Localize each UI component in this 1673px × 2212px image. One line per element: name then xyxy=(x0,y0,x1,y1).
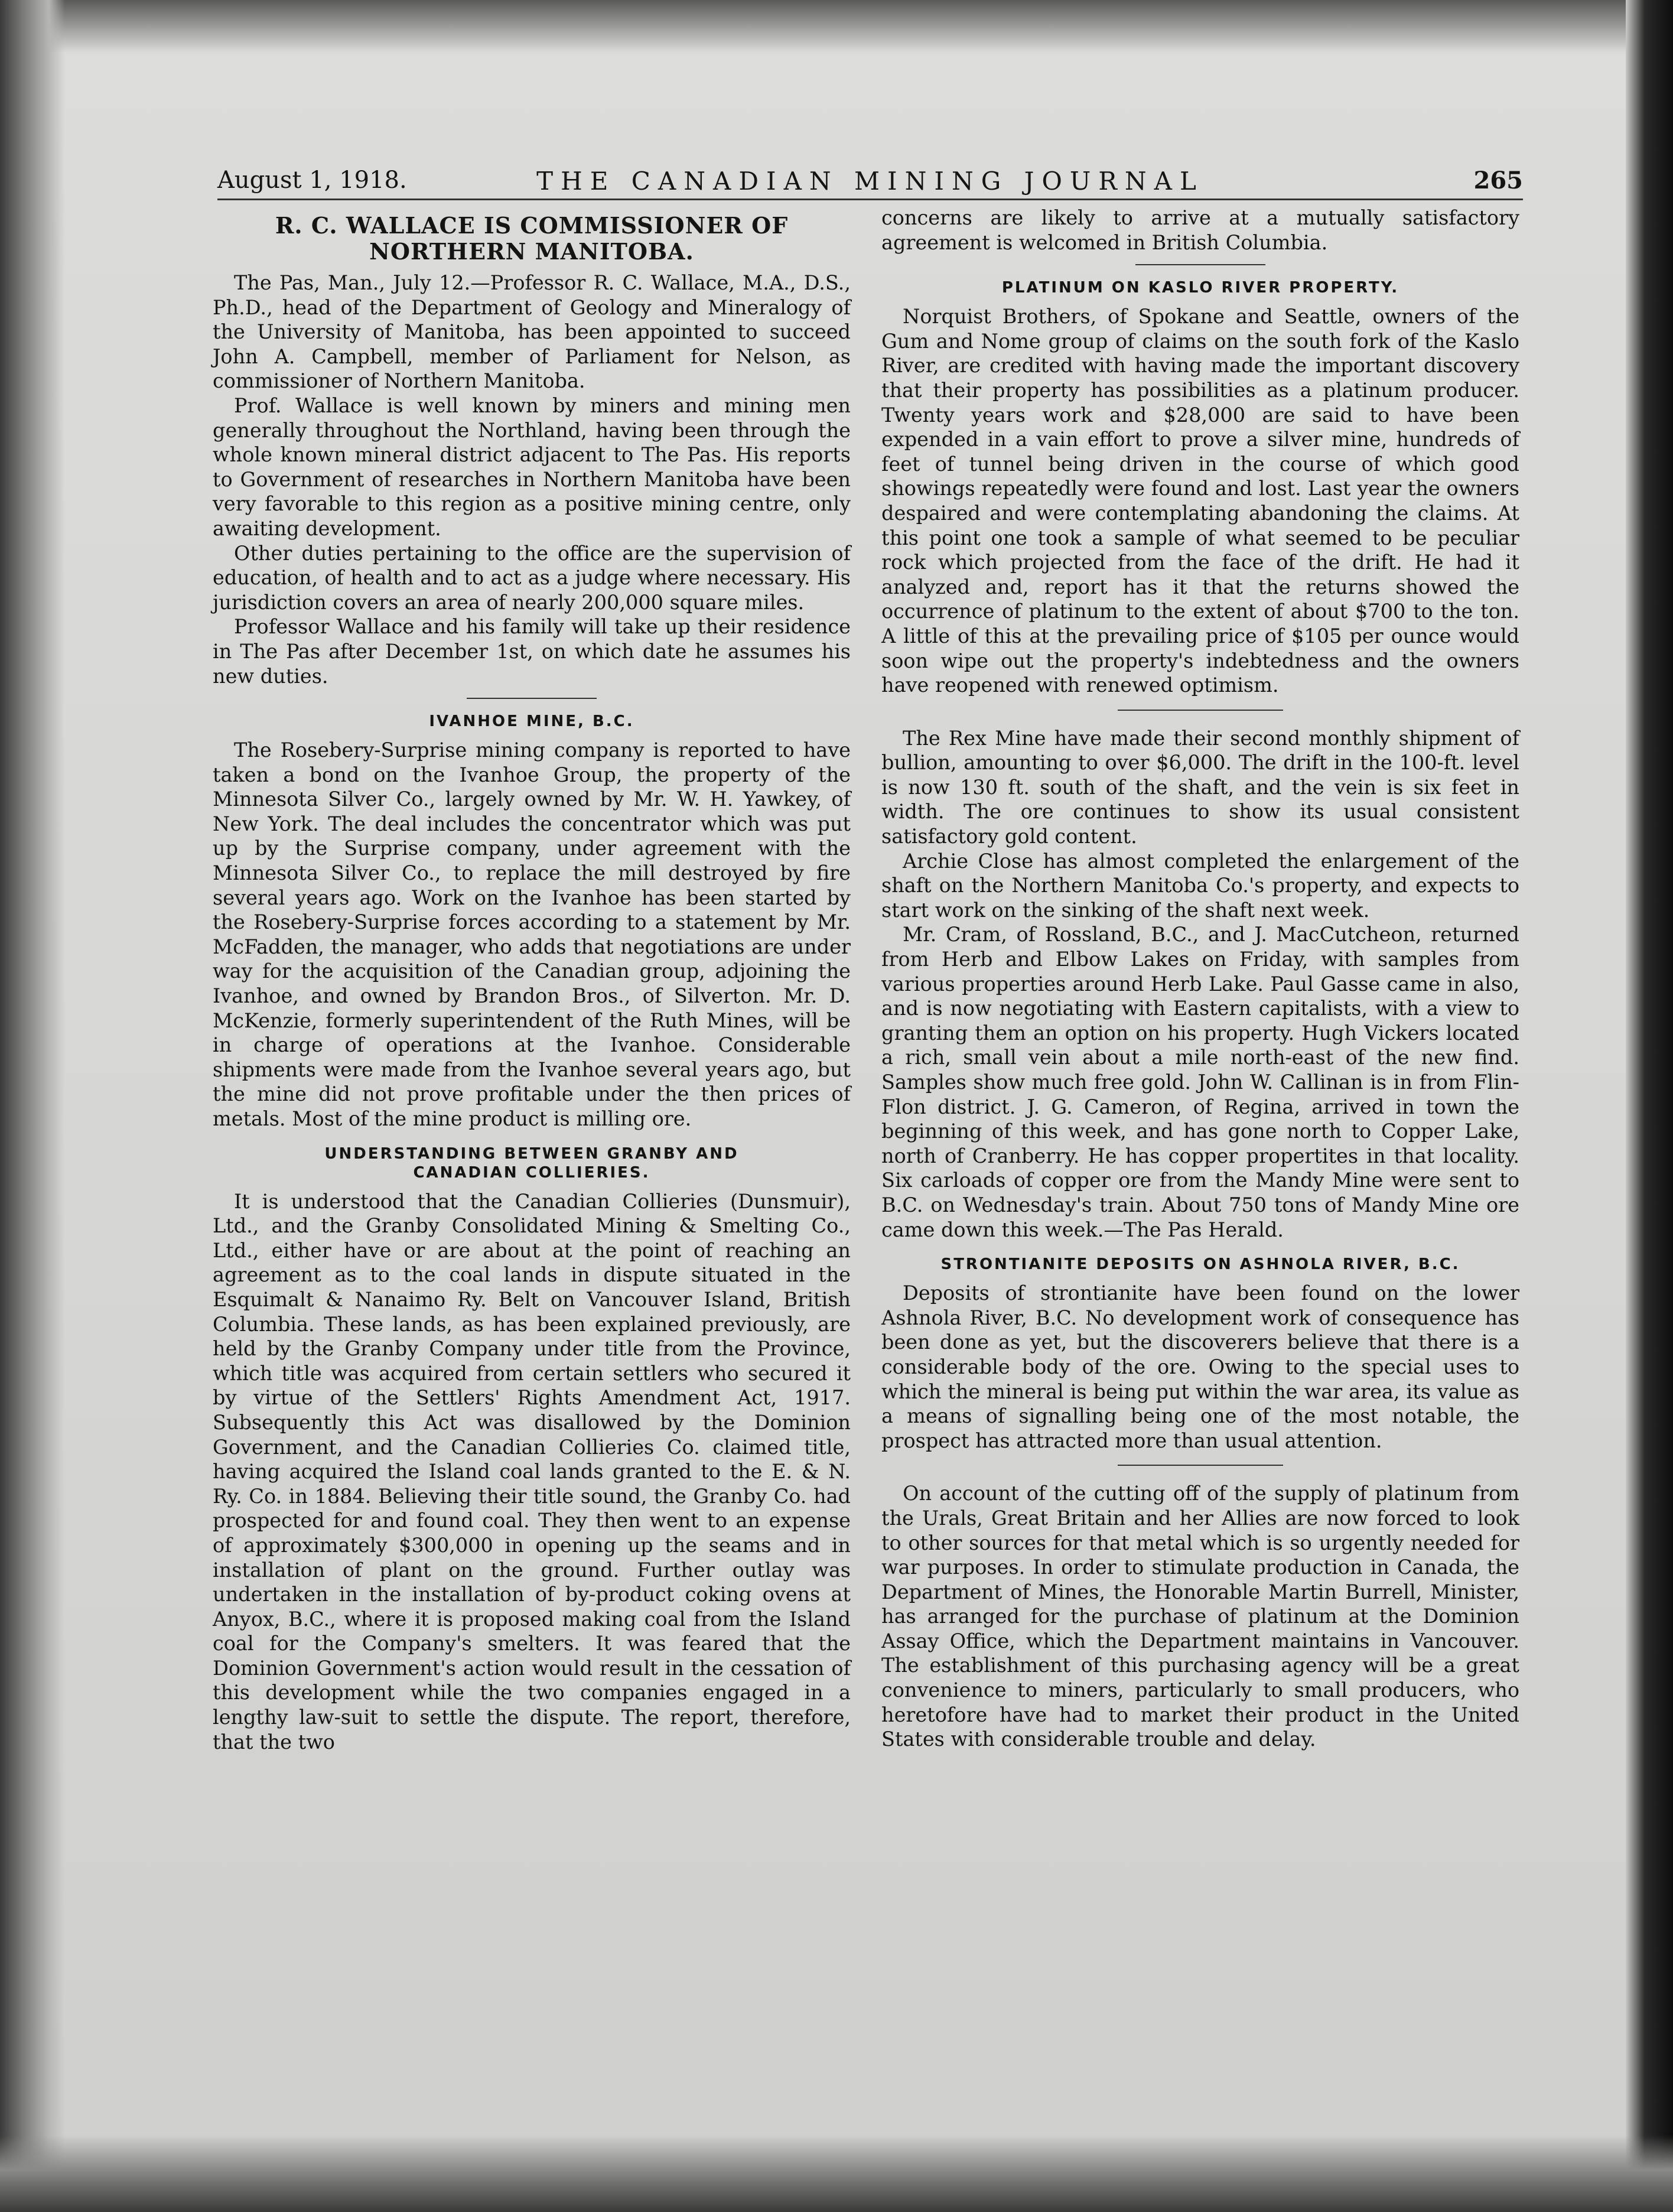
right-column xyxy=(881,206,1519,2143)
granby-headline xyxy=(213,1144,851,1182)
wallace-headline xyxy=(213,213,851,265)
left-column xyxy=(213,206,851,2143)
wallace-paragraph-1: The Pas, Man., July 12.—Professor R. C. Wallace, M.A., D.S., Ph.D., head of the Department of Geology and Mineralogy of the University of Manitoba, has been appointed to succeed John A. Campbell, member of Parliament for Nelson, as commissioner of Northern Manitoba. xyxy=(213,271,851,393)
wallace-headline-line2: NORTHERN MANITOBA. xyxy=(369,238,694,265)
ivanhoe-paragraph-1: The Rosebery-Surprise mining company is reported to have taken a bond on the Ivanhoe Group, the property of the Minnesota Silver Co., largely owned by Mr. W. H. Yawkey, of New York. The deal includes the concentrator which was put up by the Surprise company, under agreement with the Minnesota Silver Co., to replace the mill destroyed by fire several years ago. Work on the Ivanhoe has been started by the Rosebery-Surprise forces according to a statement by Mr. McFadden, the manager, who adds that negotiations are under way for the acquisition of the Canadian group, adjoining the Ivanhoe, and owned by Brandon Bros., of Silverton. Mr. D. McKenzie, formerly superintendent of the Ruth Mines, will be in charge of operations at the Ivanhoe. Considerable shipments were made from the Ivanhoe several years ago, but the mine did not prove profitable under the then prices of metals. Most of the mine product is milling ore. xyxy=(213,739,851,1130)
granby-paragraph-1: It is understood that the Canadian Collieries (Dunsmuir), Ltd., and the Granby Consolidated Mining & Smelting Co., Ltd., either have or are about at the point of reaching an agreement as to the coal lands in dispute situated in the Esquimalt & Nanaimo Ry. Belt on Vancouver Island, British Columbia. These lands, as has been explained previously, are held by the Granby Company under title from the Province, which title was acquired from certain settlers who secured it by virtue of the Settlers' Rights Amendment Act, 1917. Subsequently this Act was disallowed by the Dominion Government, and the Canadian Collieries Co. claimed title, having acquired the Island coal lands granted to the E. & N. Ry. Co. in 1884. Believing their title sound, the Granby Co. had prospected for and found coal. They then went to an expense of approximately $300,000 in opening up the seams and in installation of plant on the ground. Further outlay was undertaken in the installation of by-product coking ovens at Anyox, B.C., where it is proposed making coal from the Island coal for the Company's smelters. It was feared that the Dominion Government's action would result in the cessation of this development while the two companies engaged in a lengthy law-suit to settle the dispute. The report, therefore, that the two xyxy=(213,1189,851,1754)
strontianite-headline: STRONTIANITE DEPOSITS ON ASHNOLA RIVER, B.C. xyxy=(940,1255,1460,1274)
running-header xyxy=(217,167,1523,196)
strontianite-paragraph-1: Deposits of strontianite have been found on the lower Ashnola River, B.C. No development work of consequence has been done as yet, but the discoverers believe that there is a considerable body of the ore. Owing to the special uses to which the mineral is being put within the war area, its value as a means of signalling being one of the most notable, the prospect has attracted more than usual attention. xyxy=(881,1281,1519,1452)
manitoba-notes-paragraph-2: Archie Close has almost completed the enlargement of the shaft on the Northern Manitoba Co.'s property, and expects to start work on the sinking of the shaft next week. xyxy=(881,849,1519,922)
granby-headline-line2: CANADIAN COLLIERIES. xyxy=(413,1163,650,1182)
section-divider xyxy=(467,698,597,699)
platinum-paragraph-1: Norquist Brothers, of Spokane and Seattle, owners of the Gum and Nome group of claims on the south fork of the Kaslo River, are credited with having made the important discovery that their property has possibilities as a platinum producer. Twenty years work and $28,000 are said to have been expended in a vain effort to prove a silver mine, hundreds of feet of tunnel being driven in the course of which good showings repeatedly were found and lost. Last year the owners despaired and were contemplating abandoning the claims. At this point one took a sample of what seemed to be peculiar rock which projected from the face of the drift. He had it analyzed and, report has it that the returns showed the occurrence of platinum to the extent of about $700 to the ton. A little of this at the prevailing price of $105 per ounce would soon wipe out the property's indebtedness and the owners have reopened with renewed optimism. xyxy=(881,305,1519,697)
wallace-paragraph-2: Prof. Wallace is well known by miners and mining men generally throughout the Northland, having been through the whole known mineral district adjacent to The Pas. His reports to Government of researches in Northern Manitoba have been very favorable to this region as a positive mining centre, only awaiting development. xyxy=(213,393,851,540)
platinum-headline: PLATINUM ON KASLO RIVER PROPERTY. xyxy=(1001,279,1399,297)
scan-left-shadow xyxy=(0,0,65,2212)
granby-continuation: concerns are likely to arrive at a mutually satisfactory agreement is welcomed in British Columbia. xyxy=(881,206,1519,254)
scan-right-edge xyxy=(1626,0,1673,2212)
manitoba-notes-paragraph-3: Mr. Cram, of Rossland, B.C., and J. MacCutcheon, returned from Herb and Elbow Lakes on Friday, with samples from various properties around Herb Lake. Paul Gasse came in also, and is now negotiating with Eastern capitalists, with a view to granting them an option on his property. Hugh Vickers located a rich, small vein about a mile north-east of the new find. Samples show much free gold. John W. Callinan is in from Flin-Flon district. J. G. Cameron, of Regina, arrived in town the beginning of this week, and has gone north to Copper Lake, north of Cranberry. He has copper propertites in that locality. Six carloads of copper ore from the Mandy Mine were sent to B.C. on Wednesday's train. About 750 tons of Mandy Mine ore came down this week.—The Pas Herald. xyxy=(881,923,1519,1241)
section-divider xyxy=(1135,264,1265,265)
scan-bottom-edge xyxy=(0,2135,1673,2212)
header-page-number: 265 xyxy=(1473,167,1523,194)
header-date: August 1, 1918. xyxy=(217,167,407,194)
section-divider xyxy=(1118,710,1283,711)
header-rule xyxy=(217,199,1523,200)
manitoba-notes-paragraph-1: The Rex Mine have made their second monthly shipment of bullion, amounting to over $6,000. The drift in the 100-ft. level is now 130 ft. south of the shaft, and the vein is six feet in width. The ore continues to show its usual consistent satisfactory gold content. xyxy=(881,726,1519,848)
section-divider xyxy=(1118,1465,1283,1466)
ivanhoe-headline: IVANHOE MINE, B.C. xyxy=(429,713,634,731)
header-journal-title: THE CANADIAN MINING JOURNAL xyxy=(536,167,1204,196)
scan-top-edge xyxy=(0,0,1673,53)
wallace-paragraph-4: Professor Wallace and his family will take up their residence in The Pas after December 1st, on which date he assumes his new duties. xyxy=(213,615,851,688)
wallace-paragraph-3: Other duties pertaining to the office are the supervision of education, of health and to act as a judge where necessary. His jurisdiction covers an area of nearly 200,000 square miles. xyxy=(213,541,851,614)
urals-paragraph-1: On account of the cutting off of the supply of platinum from the Urals, Great Britain and her Allies are now forced to look to other sources for that metal which is so urgently needed for war purposes. In order to stimulate production in Canada, the Department of Mines, the Honorable Martin Burrell, Minister, has arranged for the purchase of platinum at the Dominion Assay Office, which the Department maintains in Vancouver. The establishment of this purchasing agency will be a great convenience to miners, particularly to small producers, who heretofore have had to market their product in the United States with considerable trouble and delay. xyxy=(881,1482,1519,1751)
granby-headline-line1: UNDERSTANDING BETWEEN GRANBY AND xyxy=(324,1144,739,1163)
wallace-headline-line1: R. C. WALLACE IS COMMISSIONER OF xyxy=(275,212,789,239)
